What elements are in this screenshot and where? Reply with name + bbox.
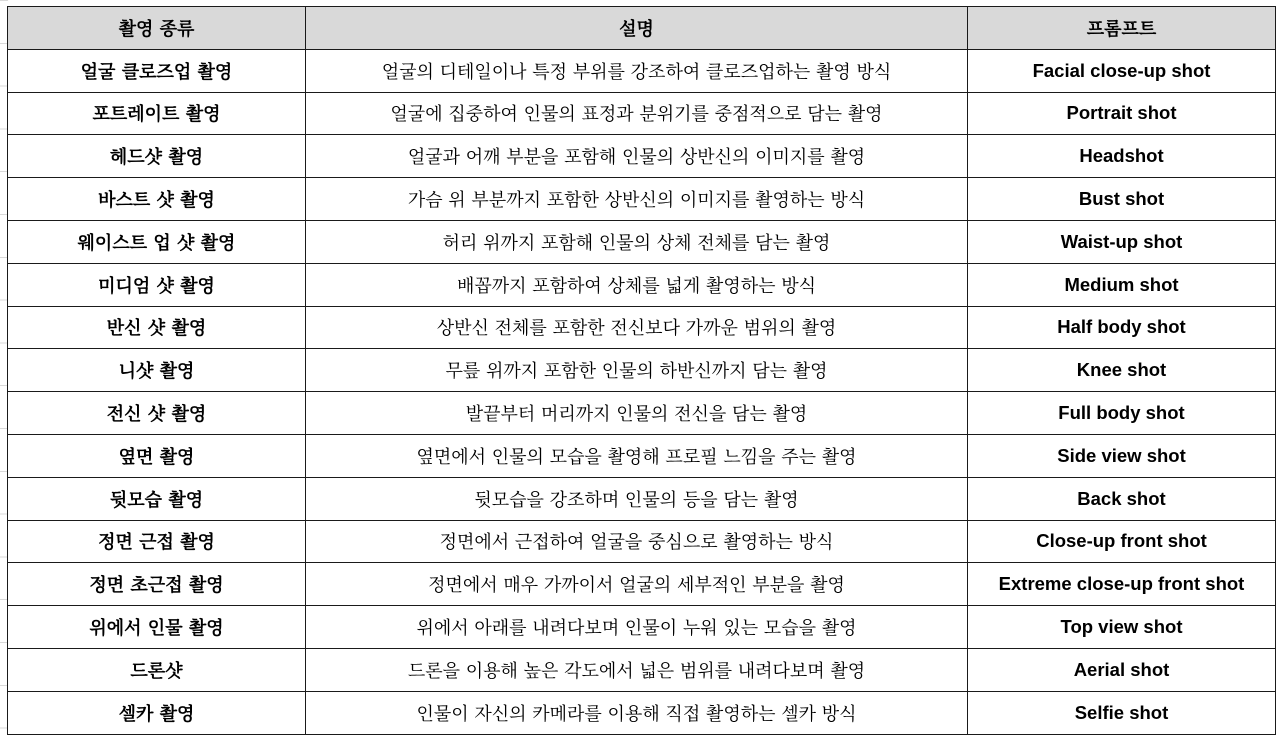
- prompt-cell[interactable]: Full body shot: [968, 392, 1276, 435]
- description-cell[interactable]: 허리 위까지 포함해 인물의 상체 전체를 담는 촬영: [306, 220, 968, 263]
- description-cell[interactable]: 배꼽까지 포함하여 상체를 넓게 촬영하는 방식: [306, 263, 968, 306]
- prompt-cell[interactable]: Back shot: [968, 477, 1276, 520]
- shot-type-cell[interactable]: 웨이스트 업 샷 촬영: [8, 220, 306, 263]
- shot-type-cell[interactable]: 미디엄 샷 촬영: [8, 263, 306, 306]
- table-row: [8, 520, 1276, 563]
- prompt-cell[interactable]: Half body shot: [968, 306, 1276, 349]
- shot-type-cell[interactable]: 정면 근접 촬영: [8, 520, 306, 563]
- shot-type-cell[interactable]: 반신 샷 촬영: [8, 306, 306, 349]
- prompt-cell[interactable]: Extreme close-up front shot: [968, 563, 1276, 606]
- prompt-cell[interactable]: Headshot: [968, 135, 1276, 178]
- prompt-cell[interactable]: Aerial shot: [968, 648, 1276, 691]
- description-cell[interactable]: 상반신 전체를 포함한 전신보다 가까운 범위의 촬영: [306, 306, 968, 349]
- table-row: [8, 178, 1276, 221]
- shot-type-cell[interactable]: 옆면 촬영: [8, 434, 306, 477]
- prompt-cell[interactable]: Medium shot: [968, 263, 1276, 306]
- description-cell[interactable]: 발끝부터 머리까지 인물의 전신을 담는 촬영: [306, 392, 968, 435]
- prompt-cell[interactable]: Portrait shot: [968, 92, 1276, 135]
- shot-type-cell[interactable]: 드론샷: [8, 648, 306, 691]
- shot-type-cell[interactable]: 정면 초근접 촬영: [8, 563, 306, 606]
- shot-type-cell[interactable]: 셀카 촬영: [8, 691, 306, 734]
- prompt-cell[interactable]: Side view shot: [968, 434, 1276, 477]
- description-cell[interactable]: 얼굴의 디테일이나 특정 부위를 강조하여 클로즈업하는 촬영 방식: [306, 49, 968, 92]
- table-row: [8, 263, 1276, 306]
- table-row: [8, 477, 1276, 520]
- table-row: [8, 49, 1276, 92]
- prompt-cell[interactable]: Bust shot: [968, 178, 1276, 221]
- shot-type-cell[interactable]: 헤드샷 촬영: [8, 135, 306, 178]
- shot-type-cell[interactable]: 니샷 촬영: [8, 349, 306, 392]
- table-row: [8, 349, 1276, 392]
- prompt-cell[interactable]: Top view shot: [968, 606, 1276, 649]
- table-row: [8, 606, 1276, 649]
- header-shot-type[interactable]: 촬영 종류: [8, 7, 306, 50]
- prompt-cell[interactable]: Waist-up shot: [968, 220, 1276, 263]
- table-row: [8, 691, 1276, 734]
- description-cell[interactable]: 인물이 자신의 카메라를 이용해 직접 촬영하는 셀카 방식: [306, 691, 968, 734]
- table-row: [8, 648, 1276, 691]
- header-prompt[interactable]: 프롬프트: [968, 7, 1276, 50]
- description-cell[interactable]: 뒷모습을 강조하며 인물의 등을 담는 촬영: [306, 477, 968, 520]
- table-row: [8, 220, 1276, 263]
- shot-type-cell[interactable]: 전신 샷 촬영: [8, 392, 306, 435]
- shot-types-table: [7, 6, 1276, 735]
- description-cell[interactable]: 드론을 이용해 높은 각도에서 넓은 범위를 내려다보며 촬영: [306, 648, 968, 691]
- description-cell[interactable]: 정면에서 근접하여 얼굴을 중심으로 촬영하는 방식: [306, 520, 968, 563]
- shot-type-cell[interactable]: 포트레이트 촬영: [8, 92, 306, 135]
- shot-type-cell[interactable]: 바스트 샷 촬영: [8, 178, 306, 221]
- description-cell[interactable]: 정면에서 매우 가까이서 얼굴의 세부적인 부분을 촬영: [306, 563, 968, 606]
- table-body: [8, 49, 1276, 734]
- prompt-cell[interactable]: Knee shot: [968, 349, 1276, 392]
- prompt-cell[interactable]: Facial close-up shot: [968, 49, 1276, 92]
- prompt-cell[interactable]: Selfie shot: [968, 691, 1276, 734]
- description-cell[interactable]: 얼굴과 어깨 부분을 포함해 인물의 상반신의 이미지를 촬영: [306, 135, 968, 178]
- description-cell[interactable]: 위에서 아래를 내려다보며 인물이 누워 있는 모습을 촬영: [306, 606, 968, 649]
- table-row: [8, 306, 1276, 349]
- description-cell[interactable]: 무릎 위까지 포함한 인물의 하반신까지 담는 촬영: [306, 349, 968, 392]
- header-description[interactable]: 설명: [306, 7, 968, 50]
- description-cell[interactable]: 얼굴에 집중하여 인물의 표정과 분위기를 중점적으로 담는 촬영: [306, 92, 968, 135]
- shot-type-cell[interactable]: 얼굴 클로즈업 촬영: [8, 49, 306, 92]
- prompt-cell[interactable]: Close-up front shot: [968, 520, 1276, 563]
- table-row: [8, 92, 1276, 135]
- table-row: [8, 135, 1276, 178]
- header-row: [8, 7, 1276, 50]
- description-cell[interactable]: 가슴 위 부분까지 포함한 상반신의 이미지를 촬영하는 방식: [306, 178, 968, 221]
- shot-type-cell[interactable]: 위에서 인물 촬영: [8, 606, 306, 649]
- table-row: [8, 434, 1276, 477]
- description-cell[interactable]: 옆면에서 인물의 모습을 촬영해 프로필 느낌을 주는 촬영: [306, 434, 968, 477]
- shot-type-cell[interactable]: 뒷모습 촬영: [8, 477, 306, 520]
- table-row: [8, 392, 1276, 435]
- table-row: [8, 563, 1276, 606]
